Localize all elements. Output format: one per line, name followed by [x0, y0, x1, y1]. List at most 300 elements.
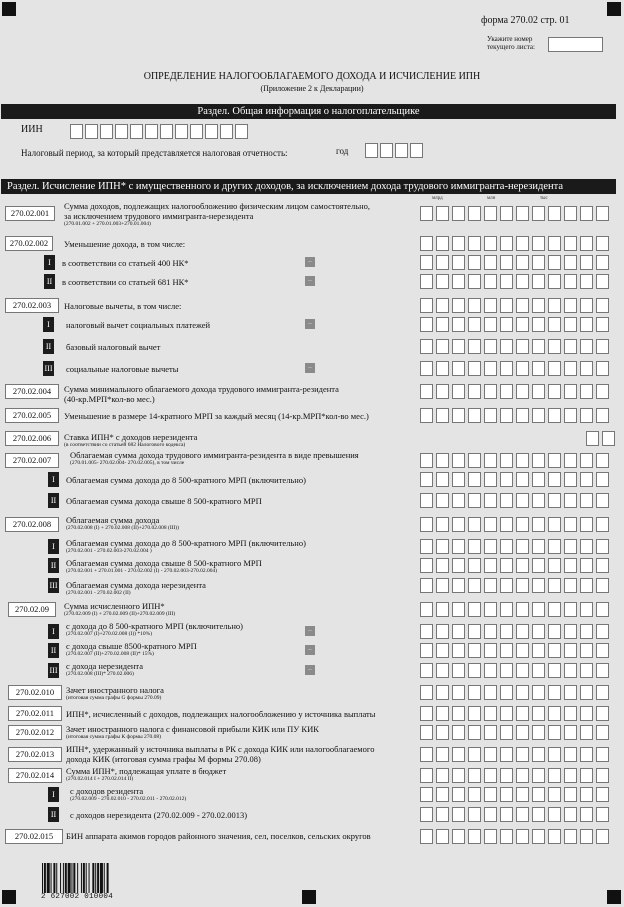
- digit-cell[interactable]: [436, 624, 449, 639]
- digit-cell[interactable]: [420, 807, 433, 822]
- digit-cell[interactable]: [205, 124, 218, 139]
- digit-cell[interactable]: [548, 725, 561, 740]
- digit-cell[interactable]: [500, 539, 513, 554]
- digit-cell[interactable]: [436, 517, 449, 532]
- digit-cell[interactable]: [452, 706, 465, 721]
- digit-cell[interactable]: [596, 274, 609, 289]
- digit-cell[interactable]: [484, 298, 497, 313]
- digit-cell[interactable]: [596, 602, 609, 617]
- digit-cell[interactable]: [420, 643, 433, 658]
- digit-cell[interactable]: [548, 829, 561, 844]
- digit-cell[interactable]: [516, 453, 529, 468]
- digit-cell[interactable]: [580, 706, 593, 721]
- digit-cell[interactable]: [436, 361, 449, 376]
- digit-cell[interactable]: [500, 624, 513, 639]
- digit-cell[interactable]: [468, 578, 481, 593]
- row-amount-cells[interactable]: [586, 431, 615, 446]
- digit-cell[interactable]: [420, 408, 433, 423]
- digit-cell[interactable]: [564, 298, 577, 313]
- digit-cell[interactable]: [452, 206, 465, 221]
- digit-cell[interactable]: [596, 643, 609, 658]
- digit-cell[interactable]: [500, 558, 513, 573]
- digit-cell[interactable]: [548, 807, 561, 822]
- digit-cell[interactable]: [436, 408, 449, 423]
- digit-cell[interactable]: [596, 339, 609, 354]
- row-amount-cells[interactable]: [420, 493, 609, 508]
- row-amount-cells[interactable]: [420, 472, 609, 487]
- digit-cell[interactable]: [452, 768, 465, 783]
- digit-cell[interactable]: [436, 472, 449, 487]
- digit-cell[interactable]: [564, 255, 577, 270]
- digit-cell[interactable]: [452, 339, 465, 354]
- digit-cell[interactable]: [596, 361, 609, 376]
- digit-cell[interactable]: [580, 643, 593, 658]
- digit-cell[interactable]: [420, 517, 433, 532]
- digit-cell[interactable]: [468, 685, 481, 700]
- digit-cell[interactable]: [602, 431, 615, 446]
- digit-cell[interactable]: [468, 768, 481, 783]
- digit-cell[interactable]: [468, 558, 481, 573]
- digit-cell[interactable]: [548, 539, 561, 554]
- digit-cell[interactable]: [452, 685, 465, 700]
- digit-cell[interactable]: [452, 558, 465, 573]
- digit-cell[interactable]: [596, 558, 609, 573]
- digit-cell[interactable]: [516, 255, 529, 270]
- digit-cell[interactable]: [564, 663, 577, 678]
- digit-cell[interactable]: [500, 685, 513, 700]
- digit-cell[interactable]: [532, 493, 545, 508]
- digit-cell[interactable]: [564, 539, 577, 554]
- digit-cell[interactable]: [452, 624, 465, 639]
- digit-cell[interactable]: [484, 493, 497, 508]
- digit-cell[interactable]: [436, 274, 449, 289]
- digit-cell[interactable]: [500, 643, 513, 658]
- digit-cell[interactable]: [596, 317, 609, 332]
- digit-cell[interactable]: [580, 517, 593, 532]
- digit-cell[interactable]: [548, 578, 561, 593]
- digit-cell[interactable]: [395, 143, 408, 158]
- digit-cell[interactable]: [532, 706, 545, 721]
- digit-cell[interactable]: [548, 493, 561, 508]
- digit-cell[interactable]: [580, 206, 593, 221]
- digit-cell[interactable]: [420, 725, 433, 740]
- digit-cell[interactable]: [516, 274, 529, 289]
- digit-cell[interactable]: [516, 829, 529, 844]
- digit-cell[interactable]: [500, 517, 513, 532]
- digit-cell[interactable]: [420, 236, 433, 251]
- digit-cell[interactable]: [484, 624, 497, 639]
- digit-cell[interactable]: [500, 829, 513, 844]
- digit-cell[interactable]: [548, 517, 561, 532]
- digit-cell[interactable]: [580, 787, 593, 802]
- digit-cell[interactable]: [548, 361, 561, 376]
- digit-cell[interactable]: [580, 685, 593, 700]
- digit-cell[interactable]: [436, 685, 449, 700]
- digit-cell[interactable]: [548, 384, 561, 399]
- digit-cell[interactable]: [484, 787, 497, 802]
- digit-cell[interactable]: [468, 643, 481, 658]
- digit-cell[interactable]: [436, 578, 449, 593]
- digit-cell[interactable]: [516, 643, 529, 658]
- digit-cell[interactable]: [516, 787, 529, 802]
- row-amount-cells[interactable]: [420, 747, 609, 762]
- digit-cell[interactable]: [436, 317, 449, 332]
- digit-cell[interactable]: [516, 747, 529, 762]
- digit-cell[interactable]: [580, 274, 593, 289]
- digit-cell[interactable]: [452, 236, 465, 251]
- digit-cell[interactable]: [145, 124, 158, 139]
- digit-cell[interactable]: [452, 539, 465, 554]
- digit-cell[interactable]: [548, 298, 561, 313]
- digit-cell[interactable]: [436, 339, 449, 354]
- digit-cell[interactable]: [532, 236, 545, 251]
- row-amount-cells[interactable]: [420, 298, 609, 313]
- digit-cell[interactable]: [500, 339, 513, 354]
- digit-cell[interactable]: [468, 274, 481, 289]
- digit-cell[interactable]: [564, 829, 577, 844]
- digit-cell[interactable]: [500, 274, 513, 289]
- digit-cell[interactable]: [468, 706, 481, 721]
- digit-cell[interactable]: [532, 685, 545, 700]
- digit-cell[interactable]: [484, 643, 497, 658]
- digit-cell[interactable]: [516, 361, 529, 376]
- digit-cell[interactable]: [420, 361, 433, 376]
- digit-cell[interactable]: [580, 663, 593, 678]
- digit-cell[interactable]: [452, 317, 465, 332]
- digit-cell[interactable]: [468, 787, 481, 802]
- digit-cell[interactable]: [580, 807, 593, 822]
- digit-cell[interactable]: [580, 408, 593, 423]
- digit-cell[interactable]: [516, 602, 529, 617]
- digit-cell[interactable]: [596, 624, 609, 639]
- digit-cell[interactable]: [548, 472, 561, 487]
- digit-cell[interactable]: [580, 236, 593, 251]
- digit-cell[interactable]: [532, 298, 545, 313]
- digit-cell[interactable]: [420, 787, 433, 802]
- digit-cell[interactable]: [564, 787, 577, 802]
- digit-cell[interactable]: [532, 472, 545, 487]
- digit-cell[interactable]: [548, 685, 561, 700]
- digit-cell[interactable]: [484, 517, 497, 532]
- digit-cell[interactable]: [452, 807, 465, 822]
- digit-cell[interactable]: [564, 624, 577, 639]
- digit-cell[interactable]: [468, 361, 481, 376]
- digit-cell[interactable]: [484, 361, 497, 376]
- digit-cell[interactable]: [564, 453, 577, 468]
- digit-cell[interactable]: [596, 663, 609, 678]
- digit-cell[interactable]: [420, 453, 433, 468]
- digit-cell[interactable]: [175, 124, 188, 139]
- digit-cell[interactable]: [516, 517, 529, 532]
- digit-cell[interactable]: [468, 747, 481, 762]
- digit-cell[interactable]: [484, 725, 497, 740]
- row-amount-cells[interactable]: [420, 624, 609, 639]
- row-amount-cells[interactable]: [420, 206, 609, 221]
- digit-cell[interactable]: [436, 298, 449, 313]
- digit-cell[interactable]: [580, 453, 593, 468]
- digit-cell[interactable]: [468, 539, 481, 554]
- digit-cell[interactable]: [564, 317, 577, 332]
- digit-cell[interactable]: [532, 787, 545, 802]
- digit-cell[interactable]: [468, 236, 481, 251]
- digit-cell[interactable]: [500, 384, 513, 399]
- digit-cell[interactable]: [532, 768, 545, 783]
- digit-cell[interactable]: [596, 725, 609, 740]
- digit-cell[interactable]: [484, 807, 497, 822]
- digit-cell[interactable]: [484, 578, 497, 593]
- sheet-number-field[interactable]: [548, 37, 603, 52]
- digit-cell[interactable]: [500, 807, 513, 822]
- digit-cell[interactable]: [564, 472, 577, 487]
- digit-cell[interactable]: [564, 643, 577, 658]
- digit-cell[interactable]: [596, 236, 609, 251]
- row-amount-cells[interactable]: [420, 361, 609, 376]
- digit-cell[interactable]: [580, 624, 593, 639]
- digit-cell[interactable]: [452, 725, 465, 740]
- digit-cell[interactable]: [596, 685, 609, 700]
- digit-cell[interactable]: [420, 685, 433, 700]
- row-amount-cells[interactable]: [420, 339, 609, 354]
- digit-cell[interactable]: [516, 706, 529, 721]
- digit-cell[interactable]: [548, 663, 561, 678]
- digit-cell[interactable]: [516, 236, 529, 251]
- digit-cell[interactable]: [436, 643, 449, 658]
- digit-cell[interactable]: [532, 807, 545, 822]
- digit-cell[interactable]: [532, 517, 545, 532]
- digit-cell[interactable]: [596, 206, 609, 221]
- digit-cell[interactable]: [220, 124, 233, 139]
- digit-cell[interactable]: [452, 787, 465, 802]
- digit-cell[interactable]: [548, 236, 561, 251]
- digit-cell[interactable]: [452, 408, 465, 423]
- digit-cell[interactable]: [548, 643, 561, 658]
- digit-cell[interactable]: [190, 124, 203, 139]
- digit-cell[interactable]: [452, 663, 465, 678]
- iin-input-cells[interactable]: [70, 124, 248, 139]
- digit-cell[interactable]: [516, 472, 529, 487]
- digit-cell[interactable]: [580, 539, 593, 554]
- digit-cell[interactable]: [580, 472, 593, 487]
- digit-cell[interactable]: [532, 408, 545, 423]
- row-amount-cells[interactable]: [420, 453, 609, 468]
- digit-cell[interactable]: [596, 255, 609, 270]
- digit-cell[interactable]: [420, 663, 433, 678]
- digit-cell[interactable]: [596, 787, 609, 802]
- digit-cell[interactable]: [420, 706, 433, 721]
- digit-cell[interactable]: [596, 517, 609, 532]
- digit-cell[interactable]: [436, 602, 449, 617]
- digit-cell[interactable]: [516, 768, 529, 783]
- digit-cell[interactable]: [420, 472, 433, 487]
- digit-cell[interactable]: [580, 768, 593, 783]
- digit-cell[interactable]: [468, 663, 481, 678]
- digit-cell[interactable]: [564, 725, 577, 740]
- digit-cell[interactable]: [436, 384, 449, 399]
- digit-cell[interactable]: [516, 493, 529, 508]
- digit-cell[interactable]: [452, 453, 465, 468]
- digit-cell[interactable]: [484, 236, 497, 251]
- digit-cell[interactable]: [500, 787, 513, 802]
- digit-cell[interactable]: [468, 829, 481, 844]
- row-amount-cells[interactable]: [420, 384, 609, 399]
- digit-cell[interactable]: [516, 807, 529, 822]
- digit-cell[interactable]: [420, 558, 433, 573]
- digit-cell[interactable]: [410, 143, 423, 158]
- digit-cell[interactable]: [420, 317, 433, 332]
- digit-cell[interactable]: [564, 339, 577, 354]
- digit-cell[interactable]: [484, 663, 497, 678]
- digit-cell[interactable]: [580, 829, 593, 844]
- digit-cell[interactable]: [564, 517, 577, 532]
- row-amount-cells[interactable]: [420, 274, 609, 289]
- digit-cell[interactable]: [548, 453, 561, 468]
- digit-cell[interactable]: [596, 706, 609, 721]
- digit-cell[interactable]: [516, 206, 529, 221]
- digit-cell[interactable]: [452, 829, 465, 844]
- digit-cell[interactable]: [468, 408, 481, 423]
- digit-cell[interactable]: [532, 558, 545, 573]
- digit-cell[interactable]: [564, 493, 577, 508]
- digit-cell[interactable]: [564, 274, 577, 289]
- digit-cell[interactable]: [532, 578, 545, 593]
- digit-cell[interactable]: [580, 298, 593, 313]
- digit-cell[interactable]: [548, 206, 561, 221]
- digit-cell[interactable]: [580, 255, 593, 270]
- digit-cell[interactable]: [452, 517, 465, 532]
- digit-cell[interactable]: [484, 558, 497, 573]
- digit-cell[interactable]: [420, 493, 433, 508]
- digit-cell[interactable]: [532, 206, 545, 221]
- digit-cell[interactable]: [380, 143, 393, 158]
- digit-cell[interactable]: [452, 255, 465, 270]
- digit-cell[interactable]: [500, 493, 513, 508]
- digit-cell[interactable]: [452, 643, 465, 658]
- digit-cell[interactable]: [580, 384, 593, 399]
- digit-cell[interactable]: [580, 578, 593, 593]
- digit-cell[interactable]: [580, 602, 593, 617]
- digit-cell[interactable]: [70, 124, 83, 139]
- digit-cell[interactable]: [500, 472, 513, 487]
- digit-cell[interactable]: [532, 539, 545, 554]
- digit-cell[interactable]: [516, 384, 529, 399]
- digit-cell[interactable]: [436, 706, 449, 721]
- digit-cell[interactable]: [596, 829, 609, 844]
- digit-cell[interactable]: [484, 472, 497, 487]
- digit-cell[interactable]: [532, 663, 545, 678]
- digit-cell[interactable]: [532, 829, 545, 844]
- digit-cell[interactable]: [564, 706, 577, 721]
- digit-cell[interactable]: [516, 317, 529, 332]
- digit-cell[interactable]: [596, 768, 609, 783]
- digit-cell[interactable]: [484, 339, 497, 354]
- digit-cell[interactable]: [468, 317, 481, 332]
- digit-cell[interactable]: [500, 578, 513, 593]
- digit-cell[interactable]: [596, 747, 609, 762]
- digit-cell[interactable]: [500, 747, 513, 762]
- digit-cell[interactable]: [500, 706, 513, 721]
- digit-cell[interactable]: [436, 539, 449, 554]
- digit-cell[interactable]: [436, 787, 449, 802]
- digit-cell[interactable]: [548, 768, 561, 783]
- digit-cell[interactable]: [468, 725, 481, 740]
- digit-cell[interactable]: [452, 602, 465, 617]
- digit-cell[interactable]: [420, 768, 433, 783]
- digit-cell[interactable]: [420, 829, 433, 844]
- digit-cell[interactable]: [484, 706, 497, 721]
- row-amount-cells[interactable]: [420, 578, 609, 593]
- digit-cell[interactable]: [516, 663, 529, 678]
- digit-cell[interactable]: [532, 725, 545, 740]
- digit-cell[interactable]: [532, 747, 545, 762]
- digit-cell[interactable]: [160, 124, 173, 139]
- digit-cell[interactable]: [452, 747, 465, 762]
- digit-cell[interactable]: [548, 787, 561, 802]
- row-amount-cells[interactable]: [420, 706, 609, 721]
- row-amount-cells[interactable]: [420, 663, 609, 678]
- digit-cell[interactable]: [580, 558, 593, 573]
- digit-cell[interactable]: [420, 602, 433, 617]
- digit-cell[interactable]: [468, 453, 481, 468]
- digit-cell[interactable]: [420, 255, 433, 270]
- digit-cell[interactable]: [452, 298, 465, 313]
- digit-cell[interactable]: [548, 747, 561, 762]
- digit-cell[interactable]: [532, 361, 545, 376]
- row-amount-cells[interactable]: [420, 236, 609, 251]
- digit-cell[interactable]: [564, 558, 577, 573]
- digit-cell[interactable]: [436, 206, 449, 221]
- digit-cell[interactable]: [532, 339, 545, 354]
- digit-cell[interactable]: [596, 453, 609, 468]
- digit-cell[interactable]: [436, 493, 449, 508]
- digit-cell[interactable]: [596, 539, 609, 554]
- digit-cell[interactable]: [564, 807, 577, 822]
- digit-cell[interactable]: [548, 706, 561, 721]
- digit-cell[interactable]: [100, 124, 113, 139]
- digit-cell[interactable]: [484, 384, 497, 399]
- digit-cell[interactable]: [436, 768, 449, 783]
- digit-cell[interactable]: [468, 807, 481, 822]
- digit-cell[interactable]: [436, 558, 449, 573]
- digit-cell[interactable]: [548, 602, 561, 617]
- digit-cell[interactable]: [564, 578, 577, 593]
- digit-cell[interactable]: [468, 298, 481, 313]
- digit-cell[interactable]: [516, 408, 529, 423]
- row-amount-cells[interactable]: [420, 725, 609, 740]
- digit-cell[interactable]: [596, 408, 609, 423]
- digit-cell[interactable]: [115, 124, 128, 139]
- digit-cell[interactable]: [516, 558, 529, 573]
- digit-cell[interactable]: [420, 274, 433, 289]
- digit-cell[interactable]: [532, 317, 545, 332]
- digit-cell[interactable]: [500, 236, 513, 251]
- digit-cell[interactable]: [500, 317, 513, 332]
- digit-cell[interactable]: [564, 206, 577, 221]
- digit-cell[interactable]: [420, 384, 433, 399]
- digit-cell[interactable]: [564, 747, 577, 762]
- digit-cell[interactable]: [500, 602, 513, 617]
- digit-cell[interactable]: [564, 602, 577, 617]
- digit-cell[interactable]: [420, 298, 433, 313]
- digit-cell[interactable]: [500, 408, 513, 423]
- digit-cell[interactable]: [436, 453, 449, 468]
- digit-cell[interactable]: [484, 768, 497, 783]
- row-amount-cells[interactable]: [420, 317, 609, 332]
- row-amount-cells[interactable]: [420, 602, 609, 617]
- digit-cell[interactable]: [532, 624, 545, 639]
- digit-cell[interactable]: [580, 339, 593, 354]
- digit-cell[interactable]: [532, 453, 545, 468]
- digit-cell[interactable]: [436, 255, 449, 270]
